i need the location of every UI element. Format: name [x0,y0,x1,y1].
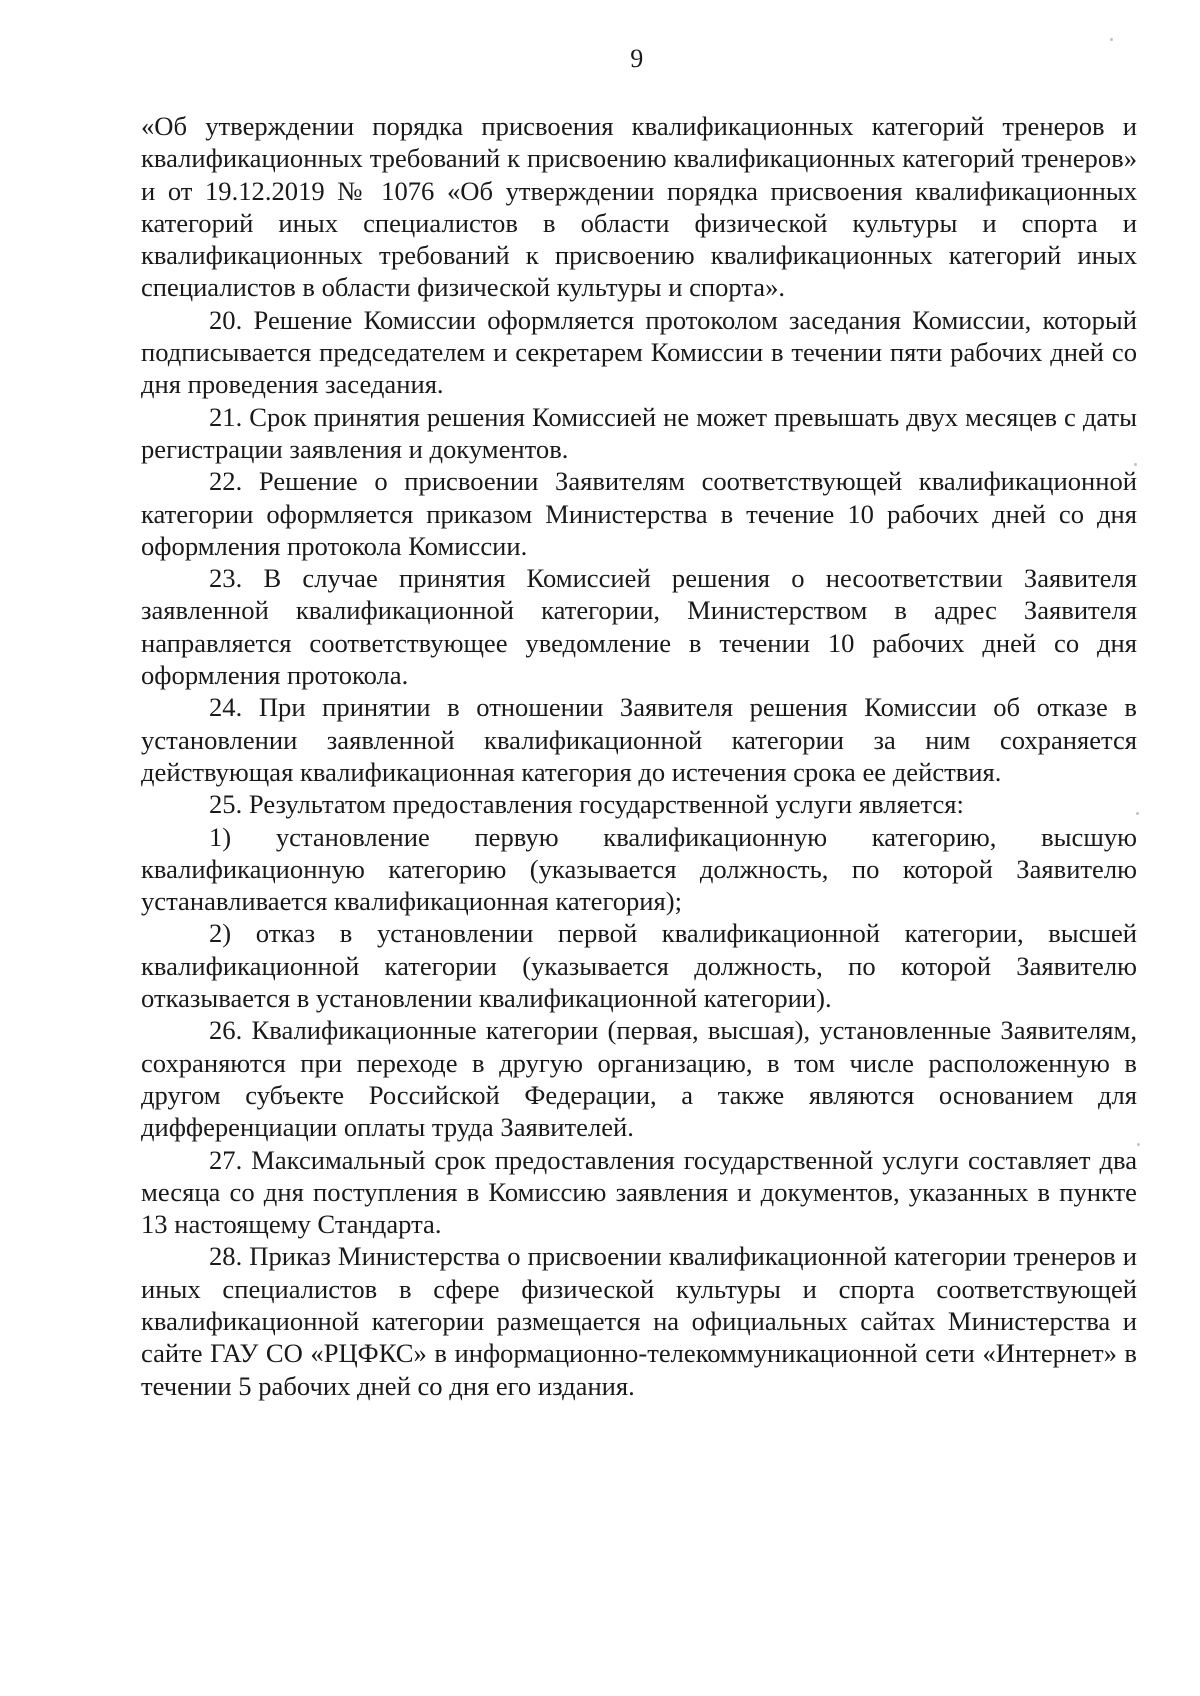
paragraph-20: 20. Решение Комиссии оформляется протоколом заседания Комиссии, который подписывается председателем и секретарем Комиссии в течении пяти рабочих дней со дня проведения заседания. [141,304,1137,400]
paragraph-22: 22. Решение о присвоении Заявителям соответствующей квалификационной категории оформляется приказом Министерства в течение 10 рабочих дней со дня оформления протокола Комиссии. [141,466,1137,561]
paragraph-23: 23. В случае принятия Комиссией решения о несоответствии Заявителя заявленной квалификационной категории, Министерством в адрес Заявителя направляется соответствующее уведомление в течении 10 рабочих дней со дня оформления протокола. [141,563,1137,691]
paragraph-28: 28. Приказ Министерства о присвоении квалификационной категории тренеров и иных специалистов в сфере физической культуры и спорта соответствующей квалификационной категории размещается на официальных сайтах Министерства и сайте ГАУ СО «РЦФКС» в информационно-телекоммуникационной сети «Интернет» в течении 5 рабочих дней со дня его издания. [141,1241,1137,1401]
scan-speck-mark [1136,812,1139,815]
paragraph-24: 24. При принятии в отношении Заявителя решения Комиссии об отказе в установлении заявленной квалификационной категории за ним сохраняется действующая квалификационная категория до истечения срока ее действия. [141,692,1137,787]
scan-speck-mark [1110,38,1113,41]
paragraph-21: 21. Срок принятия решения Комиссией не может превышать двух месяцев с даты регистрации заявления и документов. [141,401,1137,464]
paragraph-25: 25. Результатом предоставления государственной услуги является: [209,789,964,820]
paragraph-intro-continuation: «Об утверждении порядка присвоения квалификационных категорий тренеров и квалификационных требований к присвоению квалификационных категорий тренеров» и от 19.12.2019 № 1076 «Об утверждении порядка присвоения квалификационных категорий иных специалистов в области физической культуры и спорта и квалификационных требований к присвоению квалификационных категорий иных специалистов в области физической культуры и спорта». [141,111,1137,303]
paragraph-26: 26. Квалификационные категории (первая, высшая), установленные Заявителям, сохраняются при переходе в другую организацию, в том числе расположенную в другом субъекте Российской Федерации, а также являются основанием для дифференциации оплаты труда Заявителей. [141,1015,1137,1143]
page-number: 9 [630,44,644,73]
paragraph-25-item-2: 2) отказ в установлении первой квалификационной категории, высшей квалификационной категории (указывается должность, по которой Заявителю отказывается в установлении квалификационной категории). [141,918,1137,1014]
scan-speck-mark [1134,463,1137,466]
document-body [141,110,1137,1402]
paragraph-25-item-1: 1) установление первую квалификационную категорию, высшую квалификационную категорию (указывается должность, по которой Заявителю устанавливается квалификационная категория); [141,821,1137,917]
paragraph-27: 27. Максимальный срок предоставления государственной услуги составляет два месяца со дня поступления в Комиссию заявления и документов, указанных в пункте 13 настоящему Стандарта. [141,1144,1137,1240]
scan-speck-mark [1137,1143,1140,1146]
